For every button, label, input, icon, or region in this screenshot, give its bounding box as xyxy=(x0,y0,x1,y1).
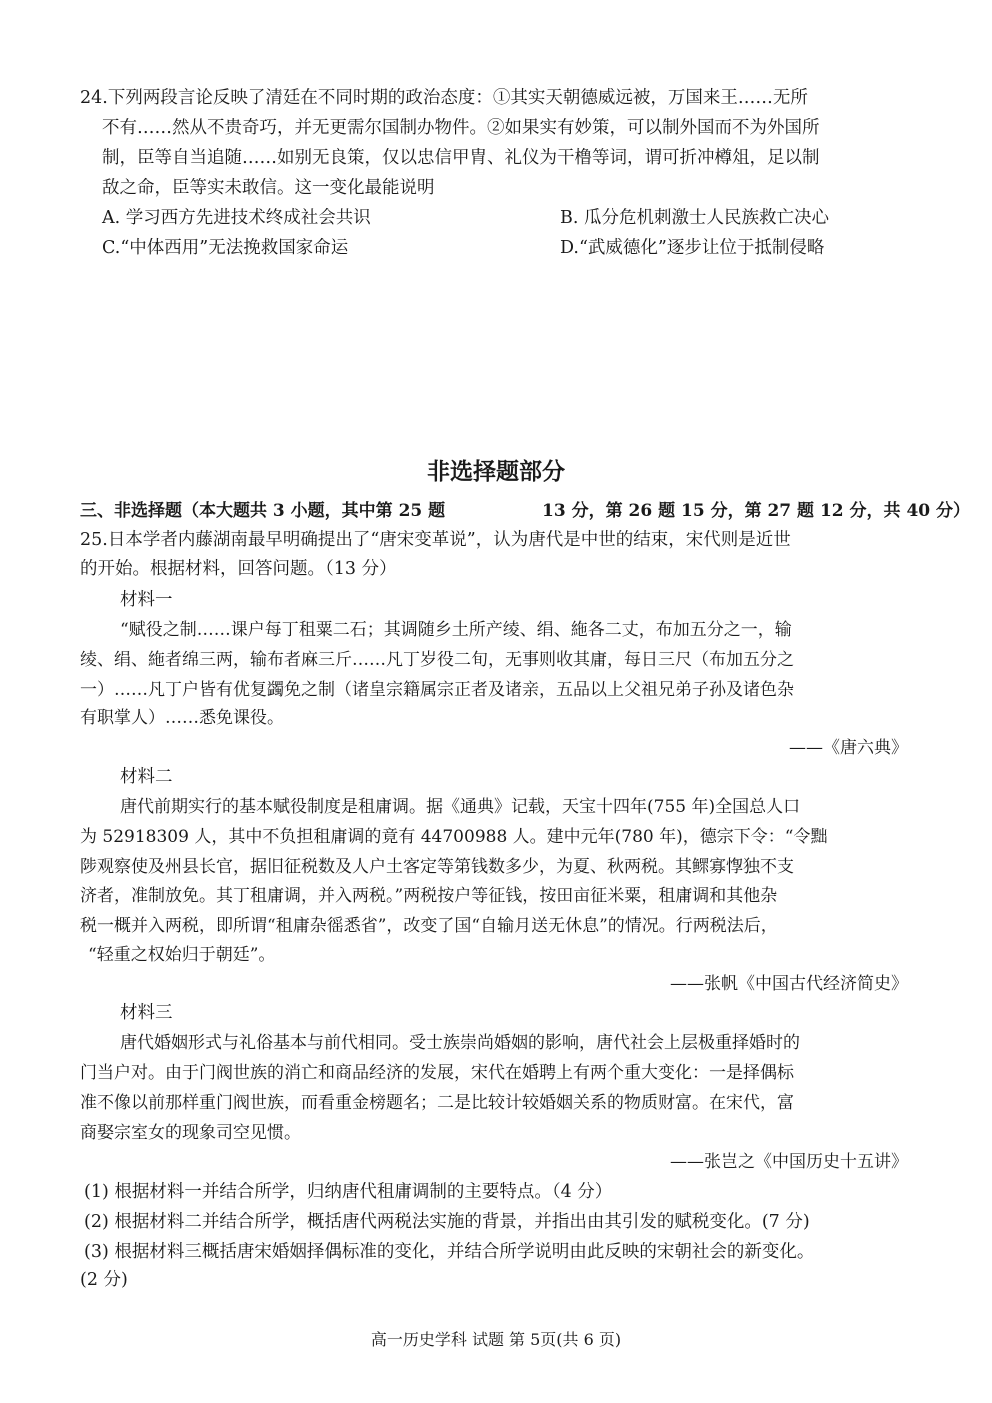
q25-intro-line-1: 25.日本学者内藤湖南最早明确提出了“唐宋变革说”，认为唐代是中世的结束，宋代则是近世 xyxy=(80,530,791,550)
subquestion-1: (1) 根据材料一并结合所学，归纳唐代租庸调制的主要特点。（4 分） xyxy=(84,1182,613,1202)
material-3-line-2: 门当户对。由于门阀世族的消亡和商品经济的发展，宋代在婚聘上有两个重大变化：一是择偶标 xyxy=(80,1063,794,1083)
section3-header-left: 三、非选择题（本大题共 3 小题，其中第 25 题 xyxy=(80,501,446,521)
q24-stem-line-1: 24.下列两段言论反映了清廷在不同时期的政治态度：①其实天朝德威远被，万国来王……无所 xyxy=(80,88,808,108)
subquestion-2: (2) 根据材料二并结合所学，概括唐代两税法实施的背景，并指出由其引发的赋税变化。(7 分) xyxy=(84,1212,810,1232)
material-2-line-1: 唐代前期实行的基本赋役制度是租庸调。据《通典》记载，天宝十四年(755 年)全国总人口 xyxy=(120,797,801,817)
material-2-source: ——张帆《中国古代经济简史》 xyxy=(670,974,908,994)
material-2-line-2: 为 52918309 人，其中不负担租庸调的竟有 44700988 人。建中元年(780 年)，德宗下令：“令黜 xyxy=(80,827,828,847)
subquestion-3: (3) 根据材料三概括唐宋婚姻择偶标准的变化，并结合所学说明由此反映的宋朝社会的新变化。 xyxy=(84,1242,815,1262)
material-3-label: 材料三 xyxy=(120,1003,173,1023)
section-title: 非选择题部分 xyxy=(427,458,565,485)
material-1-line-3: 一）……凡丁户皆有优复蠲免之制（诸皇宗籍属宗正者及诸亲，五品以上父祖兄弟子孙及诸色杂 xyxy=(80,680,794,700)
q24-option-d: D.“武威德化”逐步让位于抵制侵略 xyxy=(560,238,825,258)
material-2-line-6: “轻重之权始归于朝廷”。 xyxy=(88,945,276,965)
section3-header-right: 13 分，第 26 题 15 分，第 27 题 12 分，共 40 分） xyxy=(542,501,971,521)
q24-option-c: C.“中体西用”无法挽救国家命运 xyxy=(102,238,349,258)
q24-option-a: A. 学习西方先进技术终成社会共识 xyxy=(102,208,371,228)
material-3-line-3: 准不像以前那样重门阀世族，而看重金榜题名；二是比较计较婚姻关系的物质财富。在宋代，富 xyxy=(80,1093,794,1113)
material-1-line-1: “赋役之制……课户每丁租粟二石；其调随乡土所产绫、绢、絁各二丈，布加五分之一，输 xyxy=(120,620,792,640)
q24-option-b: B. 瓜分危机刺激士人民族救亡决心 xyxy=(560,208,829,228)
material-3-line-1: 唐代婚姻形式与礼俗基本与前代相同。受士族崇尚婚姻的影响，唐代社会上层极重择婚时的 xyxy=(120,1033,800,1053)
material-2-label: 材料二 xyxy=(120,767,173,787)
q25-intro-line-2: 的开始。根据材料，回答问题。（13 分） xyxy=(80,559,397,579)
subquestion-3-points: (2 分) xyxy=(80,1270,128,1290)
material-3-source: ——张岂之《中国历史十五讲》 xyxy=(670,1152,908,1172)
page-footer: 高一历史学科 试题 第 5页(共 6 页) xyxy=(370,1330,622,1349)
material-1-line-2: 绫、绢、絁者绵三两，输布者麻三斤……凡丁岁役二旬，无事则收其庸，每日三尺（布加五分之 xyxy=(80,650,794,670)
material-1-line-4: 有职掌人）……悉免课役。 xyxy=(80,708,284,728)
q24-stem-line-3: 制，臣等自当追随……如别无良策，仅以忠信甲胄、礼仪为干橹等词，谓可折冲樽俎，足以制 xyxy=(102,148,820,168)
material-3-line-4: 商娶宗室女的现象司空见惯。 xyxy=(80,1123,301,1143)
material-1-source: ——《唐六典》 xyxy=(789,738,908,758)
material-2-line-3: 陟观察使及州县长官，据旧征税数及人户土客定等第钱数多少，为夏、秋两税。其鳏寡惸独不支 xyxy=(80,857,794,877)
material-2-line-5: 税一概并入两税，即所谓“租庸杂徭悉省”，改变了国“自输月送无休息”的情况。行两税法后， xyxy=(80,916,778,936)
material-2-line-4: 济者，准制放免。其丁租庸调，并入两税。”两税按户等征钱，按田亩征米粟，租庸调和其他杂 xyxy=(80,886,778,906)
q24-stem-line-2: 不有……然从不贵奇巧，并无更需尔国制办物件。②如果实有妙策，可以制外国而不为外国所 xyxy=(102,118,820,138)
q24-stem-line-4: 敌之命，臣等实未敢信。这一变化最能说明 xyxy=(102,178,435,198)
material-1-label: 材料一 xyxy=(120,590,173,610)
